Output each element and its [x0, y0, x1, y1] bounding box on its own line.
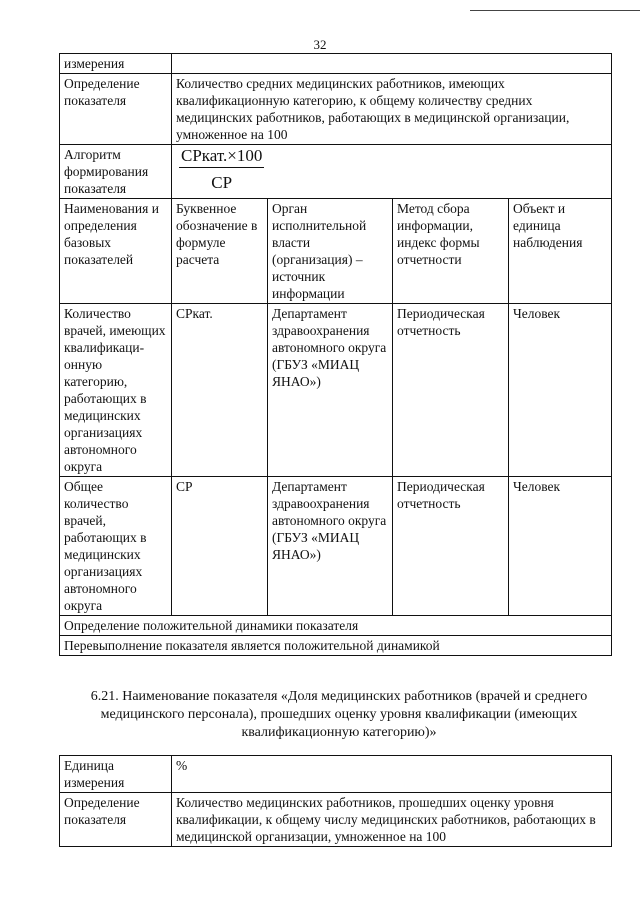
table-cell: Периодическая отчетность	[393, 304, 509, 477]
table-cell: Человек	[509, 477, 612, 616]
unit-row	[60, 756, 612, 793]
header-row	[60, 199, 612, 304]
formula	[179, 146, 264, 193]
unit-value	[172, 54, 612, 74]
unit-label: Единица измерения	[60, 756, 172, 793]
header-cell: Метод сбора информации, индекс формы отчетности	[393, 199, 509, 304]
definition-value: Количество медицинских работников, прошедших оценку уровня квалификации, к общему числу медицинских работников, работающих в медицинской организации, умноженное на 100	[172, 793, 612, 847]
unit-row	[60, 54, 612, 74]
definition-value: Количество средних медицинских работников, имеющих квалификационную категорию, к общему количеству средних медицинских работников, работающих в медицинской организации, умноженное на 100	[172, 74, 612, 145]
table-cell: Департамент здравоохранения автономного округа (ГБУЗ «МИАЦ ЯНАО»)	[268, 304, 393, 477]
top-rule	[470, 10, 640, 11]
unit-label: измерения	[60, 54, 172, 74]
table-cell: Человек	[509, 304, 612, 477]
definition-row	[60, 793, 612, 847]
page-number: 32	[313, 37, 327, 52]
table-cell: Периодическая отчетность	[393, 477, 509, 616]
formula-numerator: СРкат.×100	[179, 146, 264, 168]
algorithm-label: Алгоритм формирования показателя	[60, 145, 172, 199]
header-cell: Объект и единица наблюдения	[509, 199, 612, 304]
unit-value: %	[172, 756, 612, 793]
table-row	[60, 477, 612, 616]
algorithm-row	[60, 145, 612, 199]
table-cell: Общее количество врачей, работающих в медицинских организациях автономного округа	[60, 477, 172, 616]
definition-label: Определение показателя	[60, 793, 172, 847]
formula-denominator: СР	[211, 173, 233, 192]
table-cell: СРкат.	[172, 304, 268, 477]
section-heading: 6.21. Наименование показателя «Доля медицинских работников (врачей и среднего медицинского персонала), прошедших оценку уровня квалификации (имеющих квалификационную категорию)»	[90, 689, 588, 740]
definition-row	[60, 74, 612, 145]
dynamics-value-row	[60, 636, 612, 656]
table-cell: Количество врачей, имеющих квалификаци-онную категорию, работающих в медицинских организациях автономного округа	[60, 304, 172, 477]
dynamics-label: Определение положительной динамики показателя	[60, 616, 612, 636]
table-cell: СР	[172, 477, 268, 616]
definition-label: Определение показателя	[60, 74, 172, 145]
dynamics-value: Перевыполнение показателя является положительной динамикой	[60, 636, 612, 656]
header-cell: Орган исполнительной власти (организация) – источник информации	[268, 199, 393, 304]
algorithm-formula	[172, 145, 612, 199]
dynamics-label-row	[60, 616, 612, 636]
table-row	[60, 304, 612, 477]
header-cell: Буквенное обозначение в формуле расчета	[172, 199, 268, 304]
indicator-table	[59, 53, 612, 656]
indicator-table-6-21	[59, 755, 612, 847]
header-cell: Наименования и определения базовых показателей	[60, 199, 172, 304]
table-cell: Департамент здравоохранения автономного округа (ГБУЗ «МИАЦ ЯНАО»)	[268, 477, 393, 616]
